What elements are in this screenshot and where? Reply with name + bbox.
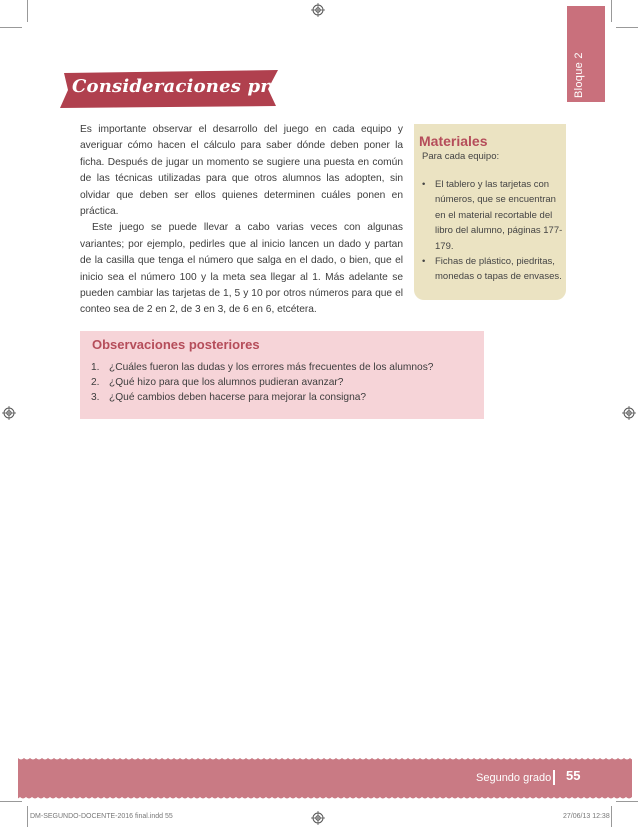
print-slug: DM-SEGUNDO-DOCENTE-2016 final.indd 55 — [30, 813, 173, 820]
footer-divider — [553, 770, 555, 785]
section-title: Consideraciones previas — [72, 76, 322, 97]
block-side-tab — [567, 6, 605, 102]
materials-title: Materiales — [419, 133, 488, 149]
crop-mark — [616, 27, 638, 28]
materials-list — [422, 177, 566, 285]
observation-number: 2. — [91, 376, 100, 388]
observation-number: 1. — [91, 362, 100, 373]
section-ribbon — [56, 70, 322, 108]
body-text — [80, 122, 403, 319]
crop-mark — [27, 806, 28, 827]
observation-item — [91, 376, 433, 391]
page-number: 55 — [566, 768, 581, 783]
materials-item: • Fichas de plástico, piedritas, monedas o tapas de envases. — [422, 254, 566, 285]
crop-mark — [616, 801, 638, 802]
observations-title: Observaciones posteriores — [92, 337, 260, 352]
print-timestamp: 27/06/13 12:38 — [563, 813, 610, 820]
observations-list — [91, 361, 433, 405]
crop-mark — [611, 0, 612, 22]
observation-number: 3. — [91, 391, 100, 403]
footer-grade: Segundo grado — [476, 772, 552, 784]
crop-mark — [0, 801, 22, 802]
crop-mark — [27, 0, 28, 22]
materials-item: • El tablero y las tarjetas con números, que se encuentran en el material recortable del libro del alumno, páginas 177-179. — [422, 177, 566, 254]
crop-mark — [611, 806, 612, 827]
registration-mark-icon — [311, 811, 325, 825]
observation-text: ¿Cuáles fueron las dudas y los errores más frecuentes de los alumnos? — [109, 362, 434, 373]
registration-mark-icon — [2, 406, 16, 420]
observations-box — [80, 331, 484, 419]
materials-intro: Para cada equipo: — [422, 151, 500, 162]
observation-item — [91, 361, 433, 376]
observation-item — [91, 391, 433, 406]
crop-mark — [0, 27, 22, 28]
body-paragraph: Es importante observar el desarrollo del juego en cada equipo y averiguar cómo hacen el cálculo para saber dónde deben poner la ficha. Después de jugar un momento se sugiere una puesta en común de las técnicas utilizadas para que otros alumnos las adopten, sin olvidar que deben ser ellos quienes determinen cuáles ponen en práctica. — [80, 124, 403, 218]
registration-mark-icon — [622, 406, 636, 420]
observation-text: ¿Qué cambios deben hacerse para mejorar la consigna? — [109, 391, 367, 403]
block-label: Bloque 2 — [573, 52, 585, 98]
observation-text: ¿Qué hizo para que los alumnos pudieran avanzar? — [109, 376, 344, 388]
registration-mark-icon — [311, 3, 325, 17]
body-paragraph: Este juego se puede llevar a cabo varias veces con algunas variantes; por ejemplo, pedirles que al inicio lancen un dado y partan de la casilla que tenga el número que salga en el dado, o bien, que el inicio sea el número 100 y la meta sea llegar al 1. Más adelante se pueden cambiar las tarjetas de 1, 5 y 10 por otros números para que el conteo sea de 2 en 2, de 3 en 3, de 6 en 6, etcétera. — [80, 222, 403, 316]
materials-box — [414, 124, 566, 300]
